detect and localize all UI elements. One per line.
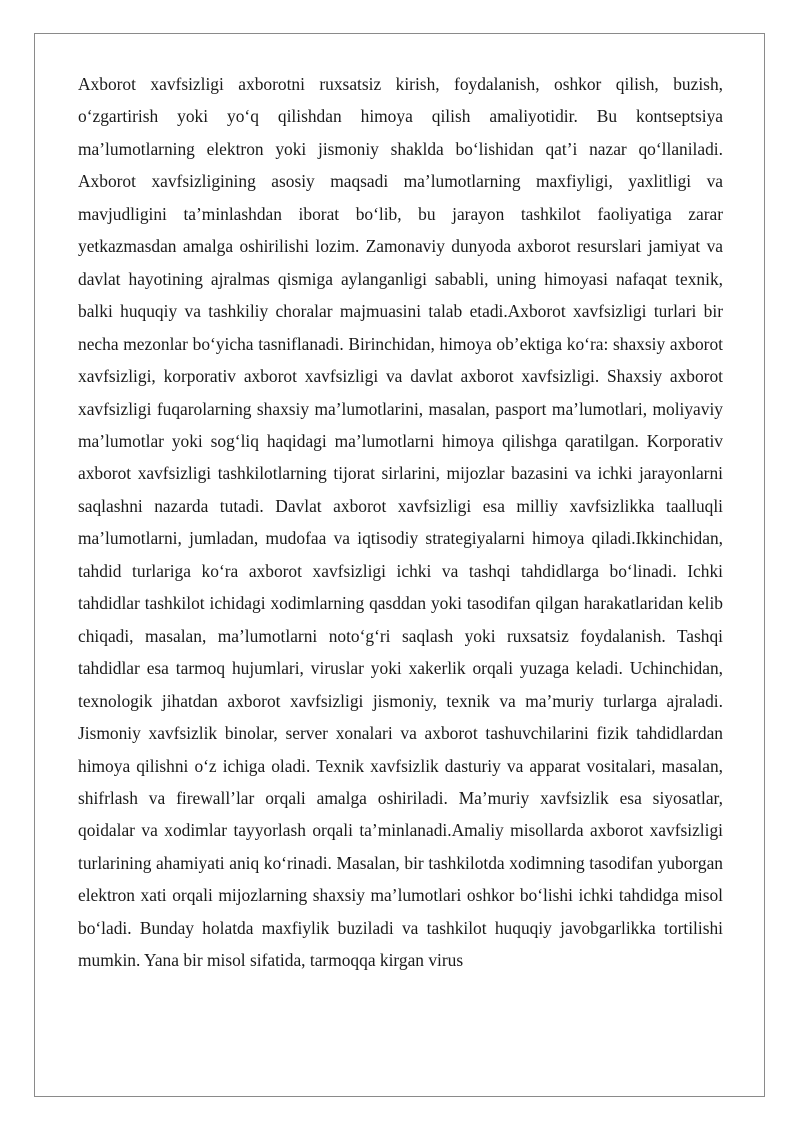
- body-paragraph: Axborot xavfsizligi axborotni ruxsatsiz kirish, foydalanish, oshkor qilish, buzish, o‘zgartirish yoki yo‘q qilishdan himoya qilish amaliyotidir. Bu kontseptsiya ma’lumotlarning elektron yoki jismoniy shaklda bo‘lishidan qat’i nazar qo‘llaniladi. Axborot xavfsizligining asosiy maqsadi ma’lumotlarning maxfiyligi, yaxlitligi va mavjudligini ta’minlashdan iborat bo‘lib, bu jarayon tashkilot faoliyatiga zarar yetkazmasdan amalga oshirilishi lozim. Zamonaviy dunyoda axborot resurslari jamiyat va davlat hayotining ajralmas qismiga aylanganligi sababli, uning himoyasi nafaqat texnik, balki huquqiy va tashkiliy choralar majmuasini talab etadi.Axborot xavfsizligi turlari bir necha mezonlar bo‘yicha tasniflanadi. Birinchidan, himoya ob’ektiga ko‘ra: shaxsiy axborot xavfsizligi, korporativ axborot xavfsizligi va davlat axborot xavfsizligi. Shaxsiy axborot xavfsizligi fuqarolarning shaxsiy ma’lumotlarini, masalan, pasport ma’lumotlari, moliyaviy ma’lumotlar yoki sog‘liq haqidagi ma’lumotlarni himoya qilishga qaratilgan. Korporativ axborot xavfsizligi tashkilotlarning tijorat sirlarini, mijozlar bazasini va ichki jarayonlarni saqlashni nazarda tutadi. Davlat axborot xavfsizligi esa milliy xavfsizlikka taalluqli ma’lumotlarni, jumladan, mudofaa va iqtisodiy strategiyalarni himoya qiladi.Ikkinchidan, tahdid turlariga ko‘ra axborot xavfsizligi ichki va tashqi tahdidlarga bo‘linadi. Ichki tahdidlar tashkilot ichidagi xodimlarning qasddan yoki tasodifan qilgan harakatlaridan kelib chiqadi, masalan, ma’lumotlarni noto‘g‘ri saqlash yoki ruxsatsiz foydalanish. Tashqi tahdidlar esa tarmoq hujumlari, viruslar yoki xakerlik orqali yuzaga keladi. Uchinchidan, texnologik jihatdan axborot xavfsizligi jismoniy, texnik va ma’muriy turlarga ajraladi. Jismoniy xavfsizlik binolar, server xonalari va axborot tashuvchilarini fizik tahdidlardan himoya qilishni o‘z ichiga oladi. Texnik xavfsizlik dasturiy va apparat vositalari, masalan, shifrlash va firewall’lar orqali amalga oshiriladi. Ma’muriy xavfsizlik esa siyosatlar, qoidalar va xodimlar tayyorlash orqali ta’minlanadi.Amaliy misollarda axborot xavfsizligi turlarining ahamiyati aniq ko‘rinadi. Masalan, bir tashkilotda xodimning tasodifan yuborgan elektron xati orqali mijozlarning shaxsiy ma’lumotlari oshkor bo‘lishi ichki tahdidga misol bo‘ladi. Bunday holatda maxfiylik buziladi va tashkilot huquqiy javobgarlikka tortilishi mumkin. Yana bir misol sifatida, tarmoqqa kirgan virus: [78, 74, 723, 971]
